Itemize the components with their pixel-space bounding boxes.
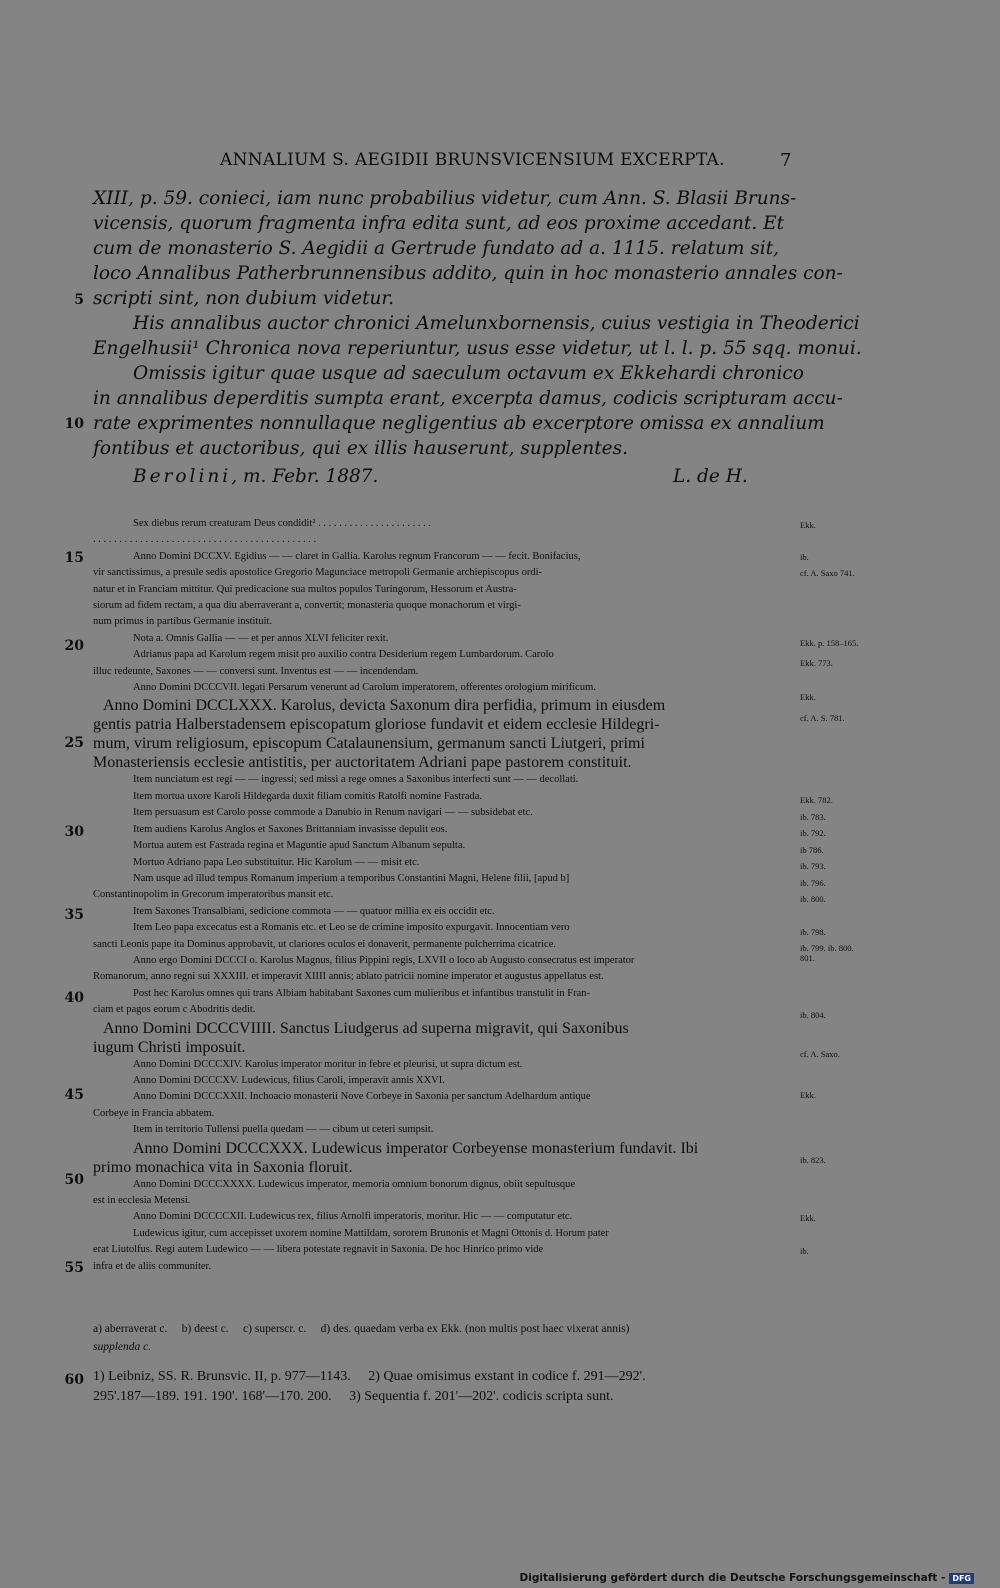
- text-line: Anno Domini DCCCVII. legati Persarum venerunt ad Carolum imperatorem, offerentes orologium mirificum.: [133, 682, 596, 694]
- text-line: erat Liutolfus. Regi autem Ludewico — — libera potestate regnavit in Saxonia. De hoc Hinrico primo vide: [93, 1244, 544, 1256]
- text-line: est in ecclesia Metensi.: [93, 1195, 191, 1206]
- line-number: 55: [64, 1260, 84, 1276]
- footnotes: [93, 1367, 793, 1407]
- line-number: 60: [64, 1372, 84, 1388]
- text-line: num primus in partibus Germanie instituit.: [93, 616, 273, 628]
- digitization-credit: [520, 1572, 974, 1584]
- margin-note: Ekk.: [800, 692, 816, 702]
- text-line: Nam usque ad illud tempus Romanum imperium a temporibus Constantini Magni, Helene filii, [apud b]: [133, 872, 570, 884]
- text-line: Sex diebus rerum creaturam Deus condidit² . . . . . . . . . . . . . . . . . . . . . .: [133, 518, 431, 529]
- intro-line: XIII, p. 59. conieci, iam nunc probabilius videtur, cum Ann. S. Blasii Bruns-: [93, 188, 797, 209]
- critical-notes: [93, 1320, 793, 1356]
- line-number: 25: [64, 735, 84, 751]
- line-number: 20: [64, 638, 84, 654]
- credit-text: Digitalisierung gefördert durch die Deutsche Forschungsgemeinschaft -: [519, 1572, 946, 1584]
- intro-line: fontibus et auctoribus, qui ex illis hauserunt, supplentes.: [93, 438, 628, 459]
- line-number: 50: [64, 1172, 84, 1188]
- text-line: Anno Domini DCCCCXII. Ludewicus rex, filius Arnolfi imperatoris, moritur. Hic — — computatur etc.: [133, 1211, 573, 1223]
- text-line: Anno Domini DCCCXXII. Inchoacio monasterii Nove Corbeye in Saxonia per sanctum Adelhardum antique: [133, 1091, 591, 1103]
- margin-note: cf. A. Saxo.: [800, 1049, 840, 1059]
- intro-line: Omissis igitur quae usque ad saeculum octavum ex Ekkehardi chronico: [133, 363, 804, 384]
- text-line: Mortuo Adriano papa Leo substituitur. Hic Karolum — — misit etc.: [133, 856, 420, 868]
- page-number: 7: [780, 150, 792, 171]
- text-line: vir sanctissimus, a presule sedis apostolice Gregorio Magunciace metropoli Germanie archiepiscopus ordi-: [93, 567, 543, 579]
- margin-note: ib.: [800, 552, 809, 562]
- text-line: primo monachica vita in Saxonia floruit.: [93, 1158, 353, 1176]
- margin-note: ib. 799. ib. 800. 801.: [800, 943, 854, 963]
- text-line: Anno Domini DCCCXXX. Ludewicus imperator Corbeyense monasterium fundavit. Ibi: [133, 1139, 699, 1157]
- sign-date: , m. Febr. 1887.: [231, 466, 379, 487]
- text-line: ciam et pagos eorum c Abodritis dedit.: [93, 1004, 256, 1016]
- text-line: Item audiens Karolus Anglos et Saxones Brittanniam invasisse depulit eos.: [133, 823, 448, 835]
- intro-line: loco Annalibus Patherbrunnensibus addito, quin in hoc monasterio annales con-: [93, 263, 843, 284]
- margin-note: ib. 796.: [800, 878, 826, 888]
- margin-note: Ekk. 782.: [800, 795, 833, 805]
- margin-note: Ekk. 773.: [800, 658, 833, 668]
- intro-line: Engelhusii¹ Chronica nova reperiuntur, usus esse videtur, ut l. l. p. 55 sqq. monui.: [93, 338, 862, 359]
- text-line: Anno Domini DCCCXXXX. Ludewicus imperator, memoria omnium bonorum dignus, obiit sepultusque: [133, 1178, 575, 1190]
- text-line: Item nunciatum est regi — — ingressi; sed missi a rege omnes a Saxonibus interfecti sunt — — decollati.: [133, 774, 579, 786]
- intro-line: in annalibus deperditis sumpta erant, excerpta damus, codicis scripturam accu-: [93, 388, 843, 409]
- intro-line: scripti sint, non dubium videtur.: [93, 288, 395, 309]
- margin-note: Ekk. p. 158–165.: [800, 638, 859, 648]
- text-line: infra et de aliis communiter.: [93, 1260, 212, 1272]
- margin-note: cf. A. S. 781.: [800, 713, 845, 723]
- margin-note: cf. A. Saxo 741.: [800, 568, 855, 578]
- text-line: Item mortua uxore Karoli Hildegarda duxit filiam comitis Ratolfi nomine Fastrada.: [133, 790, 483, 802]
- text-line: Anno Domini DCCLXXX. Karolus, devicta Saxonum dira perfidia, primum in eiusdem: [103, 697, 666, 715]
- margin-note: Ekk.: [800, 1213, 816, 1223]
- margin-note: ib. 823.: [800, 1155, 826, 1165]
- margin-note: ib. 800.: [800, 894, 826, 904]
- margin-note: ib. 804.: [800, 1010, 826, 1020]
- line-number: 5: [74, 292, 84, 308]
- text-line: Anno Domini DCCXV. Egidius — — claret in Gallia. Karolus regnum Francorum — — fecit. Bonifacius,: [133, 550, 581, 562]
- intro-line: vicensis, quorum fragmenta infra edita sunt, ad eos proxime accedant. Et: [93, 213, 785, 234]
- text-line: Monasteriensis ecclesie antistitis, per auctoritatem Adriani pape pastorem constituit.: [93, 754, 632, 772]
- line-number: 10: [64, 416, 84, 432]
- text-line: sancti Leonis pape ita Dominus approbavit, ut clariores oculos ei donaverit, permanente pulcherrima cicatrice.: [93, 938, 556, 950]
- text-line: Ludewicus igitur, cum accepisset uxorem nomine Mattildam, sororem Brunonis et Magni Ottonis d. Horum pater: [133, 1227, 609, 1239]
- line-number: 30: [64, 824, 84, 840]
- text-line: Anno Domini DCCCXV. Ludewicus, filius Caroli, imperavit annis XXVI.: [133, 1074, 445, 1086]
- text-line: natur et in Franciam mittitur. Qui predicacione sua multos populos Turingorum, Hessorum et Austra-: [93, 583, 517, 595]
- text-line: iugum Christi imposuit.: [93, 1038, 246, 1056]
- text-line: siorum ad fidem rectam, a qua diu aberraverant a, convertit; monasteria quoque monachorum et virgi-: [93, 600, 521, 612]
- text-line: Anno Domini DCCCXIV. Karolus imperator moritur in febre et pleurisi, ut supra dictum est.: [133, 1058, 523, 1070]
- running-header: ANNALIUM S. AEGIDII BRUNSVICENSIUM EXCERPTA.: [220, 150, 725, 170]
- text-line: Adrianus papa ad Karolum regem misit pro auxilio contra Desiderium regem Lumbardorum. Carolo: [133, 649, 554, 661]
- text-line: Anno Domini DCCCVIIII. Sanctus Liudgerus ad superna migravit, qui Saxonibus: [103, 1019, 629, 1037]
- text-line: gentis patria Halberstadensem episcopatum gloriose fundavit et eidem ecclesie Hildegri-: [93, 716, 660, 734]
- text-line: illuc redeunte, Saxones — — conversi sunt. Inventus est — — incendendam.: [93, 665, 419, 677]
- footnote-line: 1) Leibniz, SS. R. Brunsvic. II, p. 977—1143. 2) Quae omisimus exstant in codice f. 291—292'.: [93, 1369, 646, 1384]
- text-line: Item in territorio Tullensi puella quedam — — cibum ut ceteri sumpsit.: [133, 1124, 434, 1136]
- text-line: mum, virum religiosum, episcopum Catalaunensium, germanum sancti Liutgeri, primi: [93, 735, 645, 753]
- text-line: Mortua autem est Fastrada regina et Maguntie apud Sanctum Albanum sepulta.: [133, 840, 466, 852]
- line-number: 15: [64, 550, 84, 566]
- margin-note: ib 786.: [800, 845, 824, 855]
- margin-note: Ekk.: [800, 520, 816, 530]
- text-line: Item Leo papa excecatus est a Romanis etc. et Leo se de crimine imposito expurgavit. Innocentiam vero: [133, 922, 570, 934]
- margin-note: ib. 798.: [800, 927, 826, 937]
- margin-note: Ekk.: [800, 1090, 816, 1100]
- intro-line: His annalibus auctor chronici Amelunxbornensis, cuius vestigia in Theoderici: [133, 313, 860, 334]
- note-line: a) aberraverat c. b) deest c. c) superscr. c. d) des. quaedam verba ex Ekk. (non multis post haec vixerat annis): [93, 1323, 630, 1335]
- text-line: Corbeye in Francia abbatem.: [93, 1107, 215, 1119]
- margin-note: ib. 792.: [800, 828, 826, 838]
- text-line: . . . . . . . . . . . . . . . . . . . . . . . . . . . . . . . . . . . . . . . . . . .: [93, 534, 317, 546]
- text-line: Romanorum, anno regni sui XXXIII. et imperavit XIIII annis; ablato patricii nomine imperator et augustus appellatus est.: [93, 971, 604, 983]
- text-line: Item persuasum est Carolo posse commode a Danubio in Renum navigari — — subsidebat etc.: [133, 807, 533, 819]
- text-line: Nota a. Omnis Gallia — — et per annos XLVI feliciter rexit.: [133, 632, 389, 644]
- intro-line: cum de monasterio S. Aegidii a Gertrude fundato ad a. 1115. relatum sit,: [93, 238, 780, 259]
- margin-note: ib.: [800, 1246, 809, 1256]
- line-number: 35: [64, 907, 84, 923]
- text-line: Constantinopolim in Grecorum imperatoribus mansit etc.: [93, 889, 334, 901]
- line-number: 40: [64, 990, 84, 1006]
- note-line: supplenda c.: [93, 1341, 152, 1353]
- margin-note: ib. 793.: [800, 861, 826, 871]
- text-line: Item Saxones Transalbiani, sedicione commota — — quatuor millia ex eis occidit etc.: [133, 905, 495, 917]
- line-number: 45: [64, 1087, 84, 1103]
- margin-note: ib. 783.: [800, 812, 826, 822]
- footnote-line: 295'.187—189. 191. 190'. 168'—170. 200. 3) Sequentia f. 201'—202'. codicis scripta sunt.: [93, 1389, 614, 1404]
- signature-line: [133, 465, 830, 489]
- annals-text: [93, 516, 788, 1275]
- sign-author: L. de H.: [673, 466, 748, 487]
- intro-line: rate exprimentes nonnullaque negligentius ab excerptore omissa ex annalium: [93, 413, 825, 434]
- sign-place: Berolini: [133, 466, 232, 487]
- dfg-logo: DFG: [949, 1573, 974, 1584]
- text-line: Anno ergo Domini DCCCI o. Karolus Magnus, filius Pippini regis, LXVII o loco ab Augusto consecratus est imperator: [133, 954, 635, 966]
- text-line: Post hec Karolus omnes qui trans Albiam habitabant Saxones cum mulieribus et infantibus transtulit in Fran-: [133, 987, 590, 999]
